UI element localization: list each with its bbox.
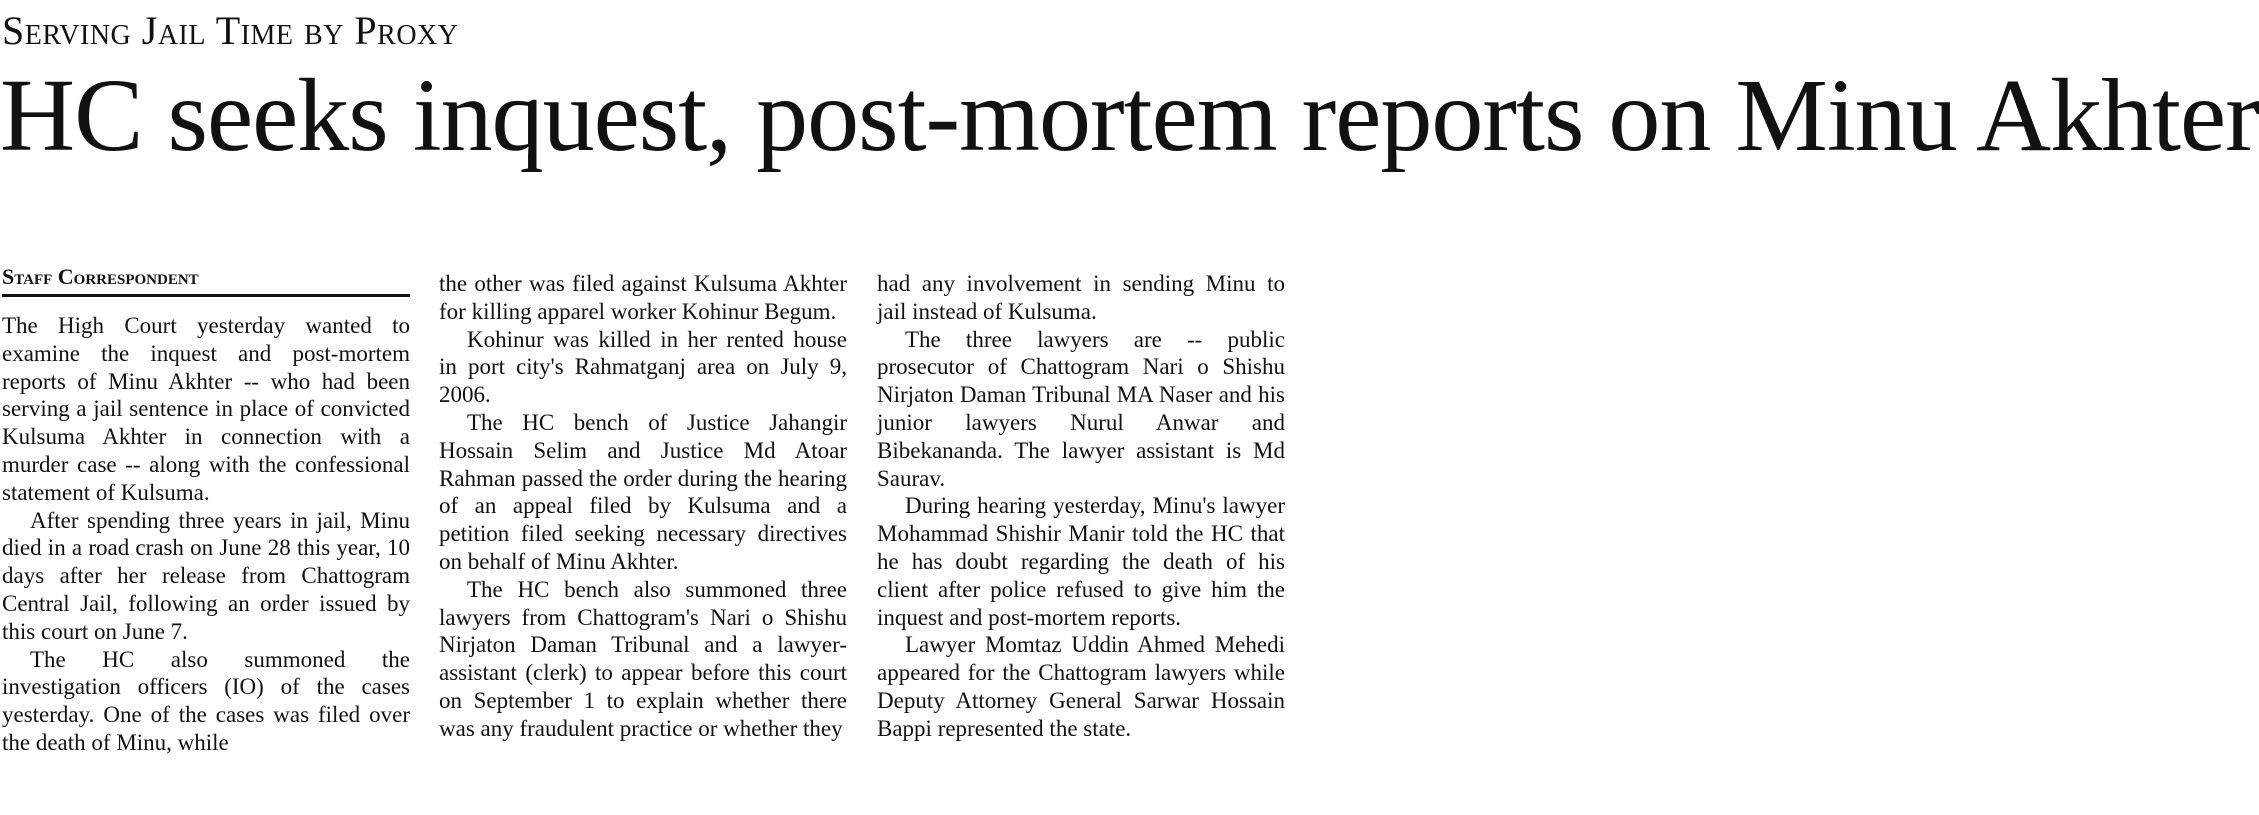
article-paragraph: Lawyer Momtaz Uddin Ahmed Mehedi appeared for the Chattogram lawyers while Deputy Attorney General Sarwar Hossain Bappi represented the state. (877, 632, 1285, 741)
article-column-3 (877, 270, 1285, 743)
article-paragraph: The HC bench also summoned three lawyers from Chattogram's Nari o Shishu Nirjaton Daman Tribunal and a lawyer-assistant (clerk) to appear before this court on September 1 to explain whether there was any fraudulent practice or whether they (439, 576, 847, 741)
article-paragraph: had any involvement in sending Minu to jail instead of Kulsuma. (877, 271, 1285, 324)
article-byline: Staff Correspondent (2, 265, 410, 297)
article-paragraph: During hearing yesterday, Minu's lawyer Mohammad Shishir Manir told the HC that he has doubt regarding the death of his client after police refused to give him the inquest and post-mortem reports. (877, 493, 1285, 630)
article-paragraph: The HC bench of Justice Jahangir Hossain Selim and Justice Md Atoar Rahman passed the order during the hearing of an appeal filed by Kulsuma and a petition filed seeking necessary directives on behalf of Minu Akhter. (439, 409, 847, 574)
article-paragraph: Kohinur was killed in her rented house in port city's Rahmatganj area on July 9, 2006. (439, 326, 847, 408)
article-column-2 (439, 270, 847, 743)
article-kicker: Serving Jail Time by Proxy (2, 8, 459, 53)
article-paragraph: The three lawyers are -- public prosecutor of Chattogram Nari o Shishu Nirjaton Daman Tribunal MA Naser and his junior lawyers Nurul Anwar and Bibekananda. The lawyer assistant is Md Saurav. (877, 326, 1285, 491)
article-paragraph: The HC also summoned the investigation officers (IO) of the cases yesterday. One of the cases was filed over the death of Minu, while (2, 646, 410, 755)
article-column-1 (2, 312, 410, 757)
article-paragraph: the other was filed against Kulsuma Akhter for killing apparel worker Kohinur Begum. (439, 271, 847, 324)
article-paragraph: After spending three years in jail, Minu died in a road crash on June 28 this year, 10 days after her release from Chattogram Central Jail, following an order issued by this court on June 7. (2, 507, 410, 644)
article-paragraph: The High Court yesterday wanted to examine the inquest and post-mortem reports of Minu Akhter -- who had been serving a jail sentence in place of convicted Kulsuma Akhter in connection with a murder case -- along with the confessional statement of Kulsuma. (2, 313, 410, 505)
article-headline: HC seeks inquest, post-mortem reports on Minu Akhter (0, 58, 2259, 173)
